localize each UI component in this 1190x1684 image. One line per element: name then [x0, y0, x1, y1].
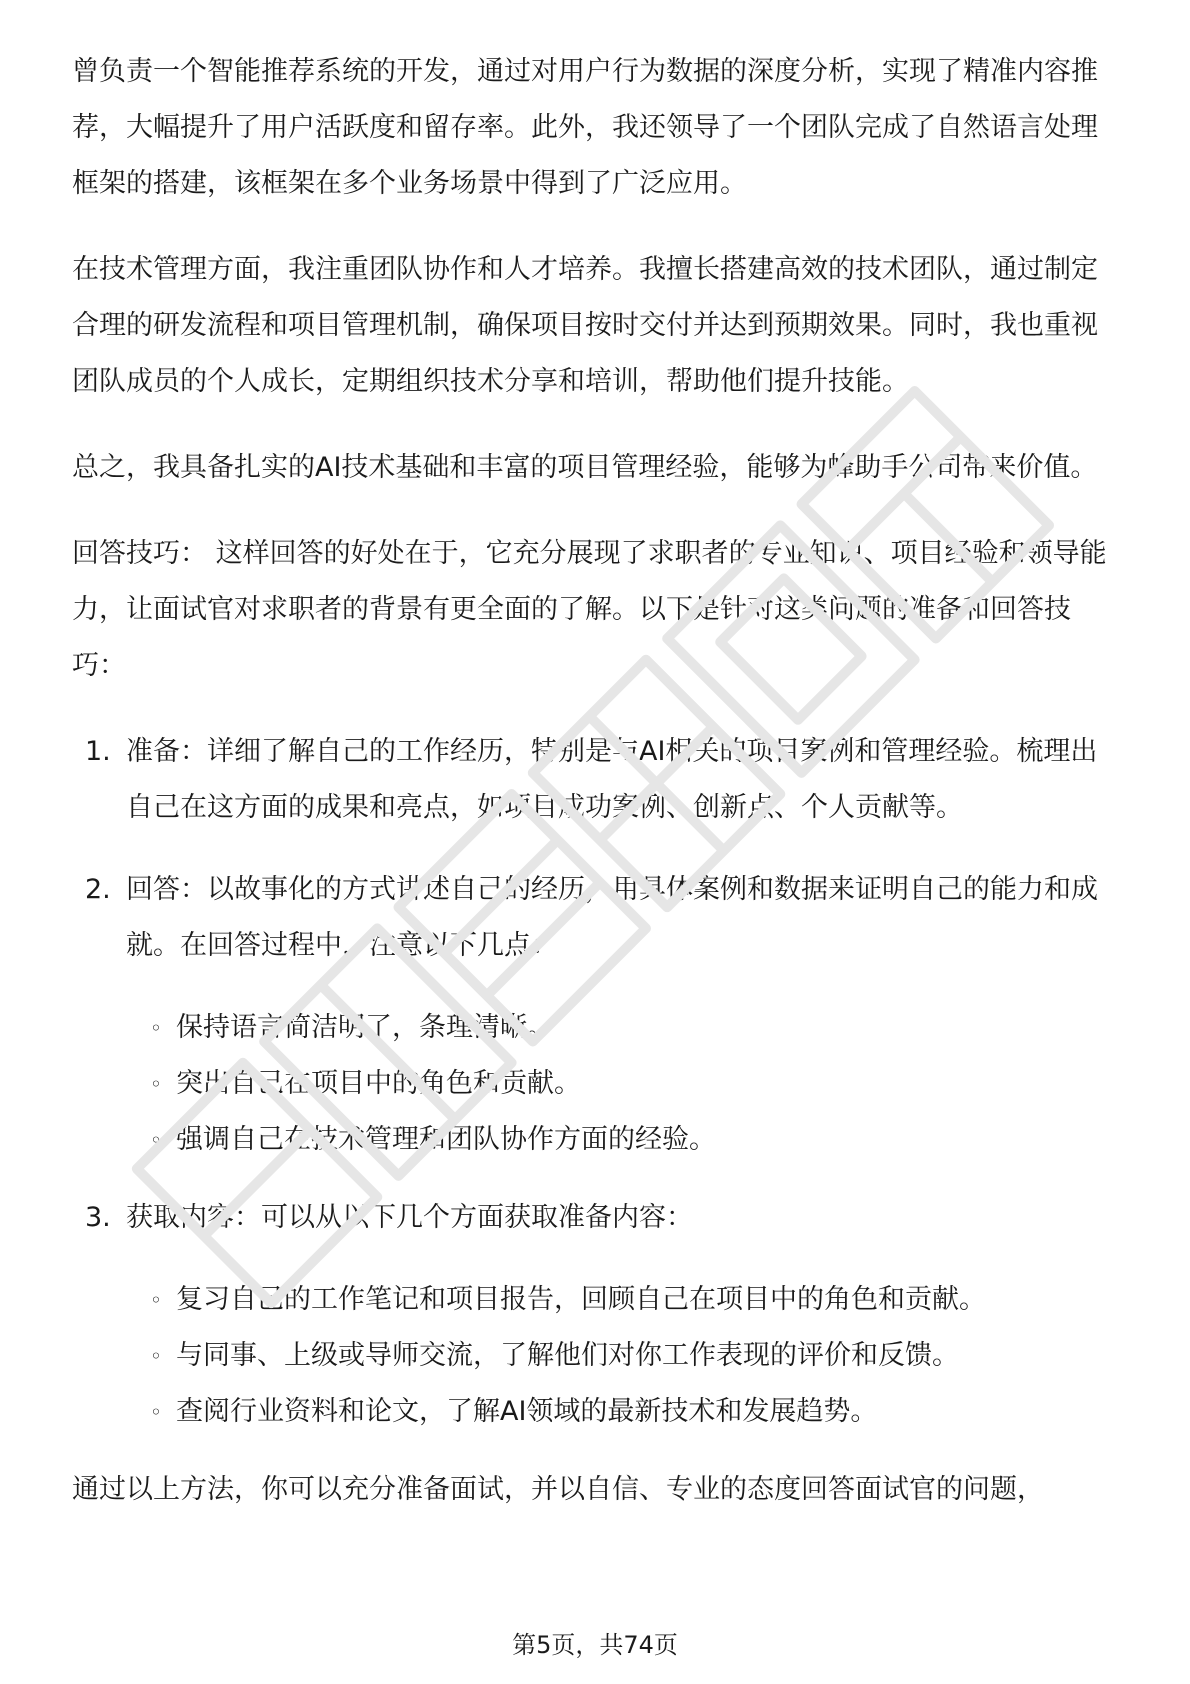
bullet-icon: ◦	[150, 1400, 162, 1424]
sub-list-item	[72, 1328, 1122, 1384]
answer-sub-list	[72, 1000, 1122, 1168]
sub-list-item-text: 查阅行业资料和论文，了解AI领域的最新技术和发展趋势。	[176, 1396, 878, 1427]
sub-list-item-text: 复习自己的工作笔记和项目报告，回顾自己在项目中的角色和贡献。	[176, 1284, 986, 1315]
sub-list-item-text: 突出自己在项目中的角色和贡献。	[176, 1068, 581, 1099]
sub-list-item-text: 保持语言简洁明了，条理清晰。	[176, 1012, 554, 1043]
page-number-footer: 第5页，共74页	[512, 1631, 678, 1659]
sub-list-item	[72, 1112, 1122, 1168]
obtain-sub-list	[72, 1272, 1122, 1440]
paragraph-summary: 总之，我具备扎实的AI技术基础和丰富的项目管理经验，能够为蜂助手公司带来价值。	[72, 452, 1098, 483]
list-item-answer	[72, 862, 1122, 974]
list-number: 3.	[85, 1202, 111, 1233]
paragraph-tech-management: 在技术管理方面，我注重团队协作和人才培养。我擅长搭建高效的技术团队，通过制定合理的研发流程和项目管理机制，确保项目按时交付并达到预期效果。同时，我也重视团队成员的个人成长，定期组织技术分享和培训，帮助他们提升技能。	[72, 254, 1098, 397]
bullet-icon: ◦	[150, 1288, 162, 1312]
sub-list-item-text: 强调自己在技术管理和团队协作方面的经验。	[176, 1124, 716, 1155]
bullet-icon: ◦	[150, 1072, 162, 1096]
bullet-icon: ◦	[150, 1016, 162, 1040]
list-item-obtain-content	[72, 1190, 1122, 1246]
tips-ordered-list	[72, 724, 1122, 1440]
list-item-text: 回答：以故事化的方式讲述自己的经历，用具体案例和数据来证明自己的能力和成就。在回答过程中，注意以下几点：	[126, 874, 1098, 961]
document-body	[72, 44, 1122, 1548]
bullet-icon: ◦	[150, 1344, 162, 1368]
list-item-text: 准备：详细了解自己的工作经历，特别是与AI相关的项目案例和管理经验。梳理出自己在这方面的成果和亮点，如项目成功案例、创新点、个人贡献等。	[126, 736, 1098, 823]
sub-list-item	[72, 1384, 1122, 1440]
list-number: 2.	[85, 874, 111, 905]
sub-list-item	[72, 1056, 1122, 1112]
list-item-text: 获取内容：可以从以下几个方面获取准备内容：	[126, 1202, 693, 1233]
sub-list-item-text: 与同事、上级或导师交流，了解他们对你工作表现的评价和反馈。	[176, 1340, 959, 1371]
sub-list-item	[72, 1000, 1122, 1056]
paragraph-closing: 通过以上方法，你可以充分准备面试，并以自信、专业的态度回答面试官的问题，	[72, 1474, 1044, 1505]
list-number: 1.	[85, 736, 111, 767]
bullet-icon: ◦	[150, 1128, 162, 1152]
list-item-prepare	[72, 724, 1122, 836]
paragraph-answer-tips: 回答技巧： 这样回答的好处在于，它充分展现了求职者的专业知识、项目经验和领导能力，让面试官对求职者的背景有更全面的了解。以下是针对这类问题的准备和回答技巧：	[72, 538, 1107, 681]
sub-list-item	[72, 1272, 1122, 1328]
paragraph-project-experience: 曾负责一个智能推荐系统的开发，通过对用户行为数据的深度分析，实现了精准内容推荐，大幅提升了用户活跃度和留存率。此外，我还领导了一个团队完成了自然语言处理框架的搭建，该框架在多个业务场景中得到了广泛应用。	[72, 56, 1098, 199]
